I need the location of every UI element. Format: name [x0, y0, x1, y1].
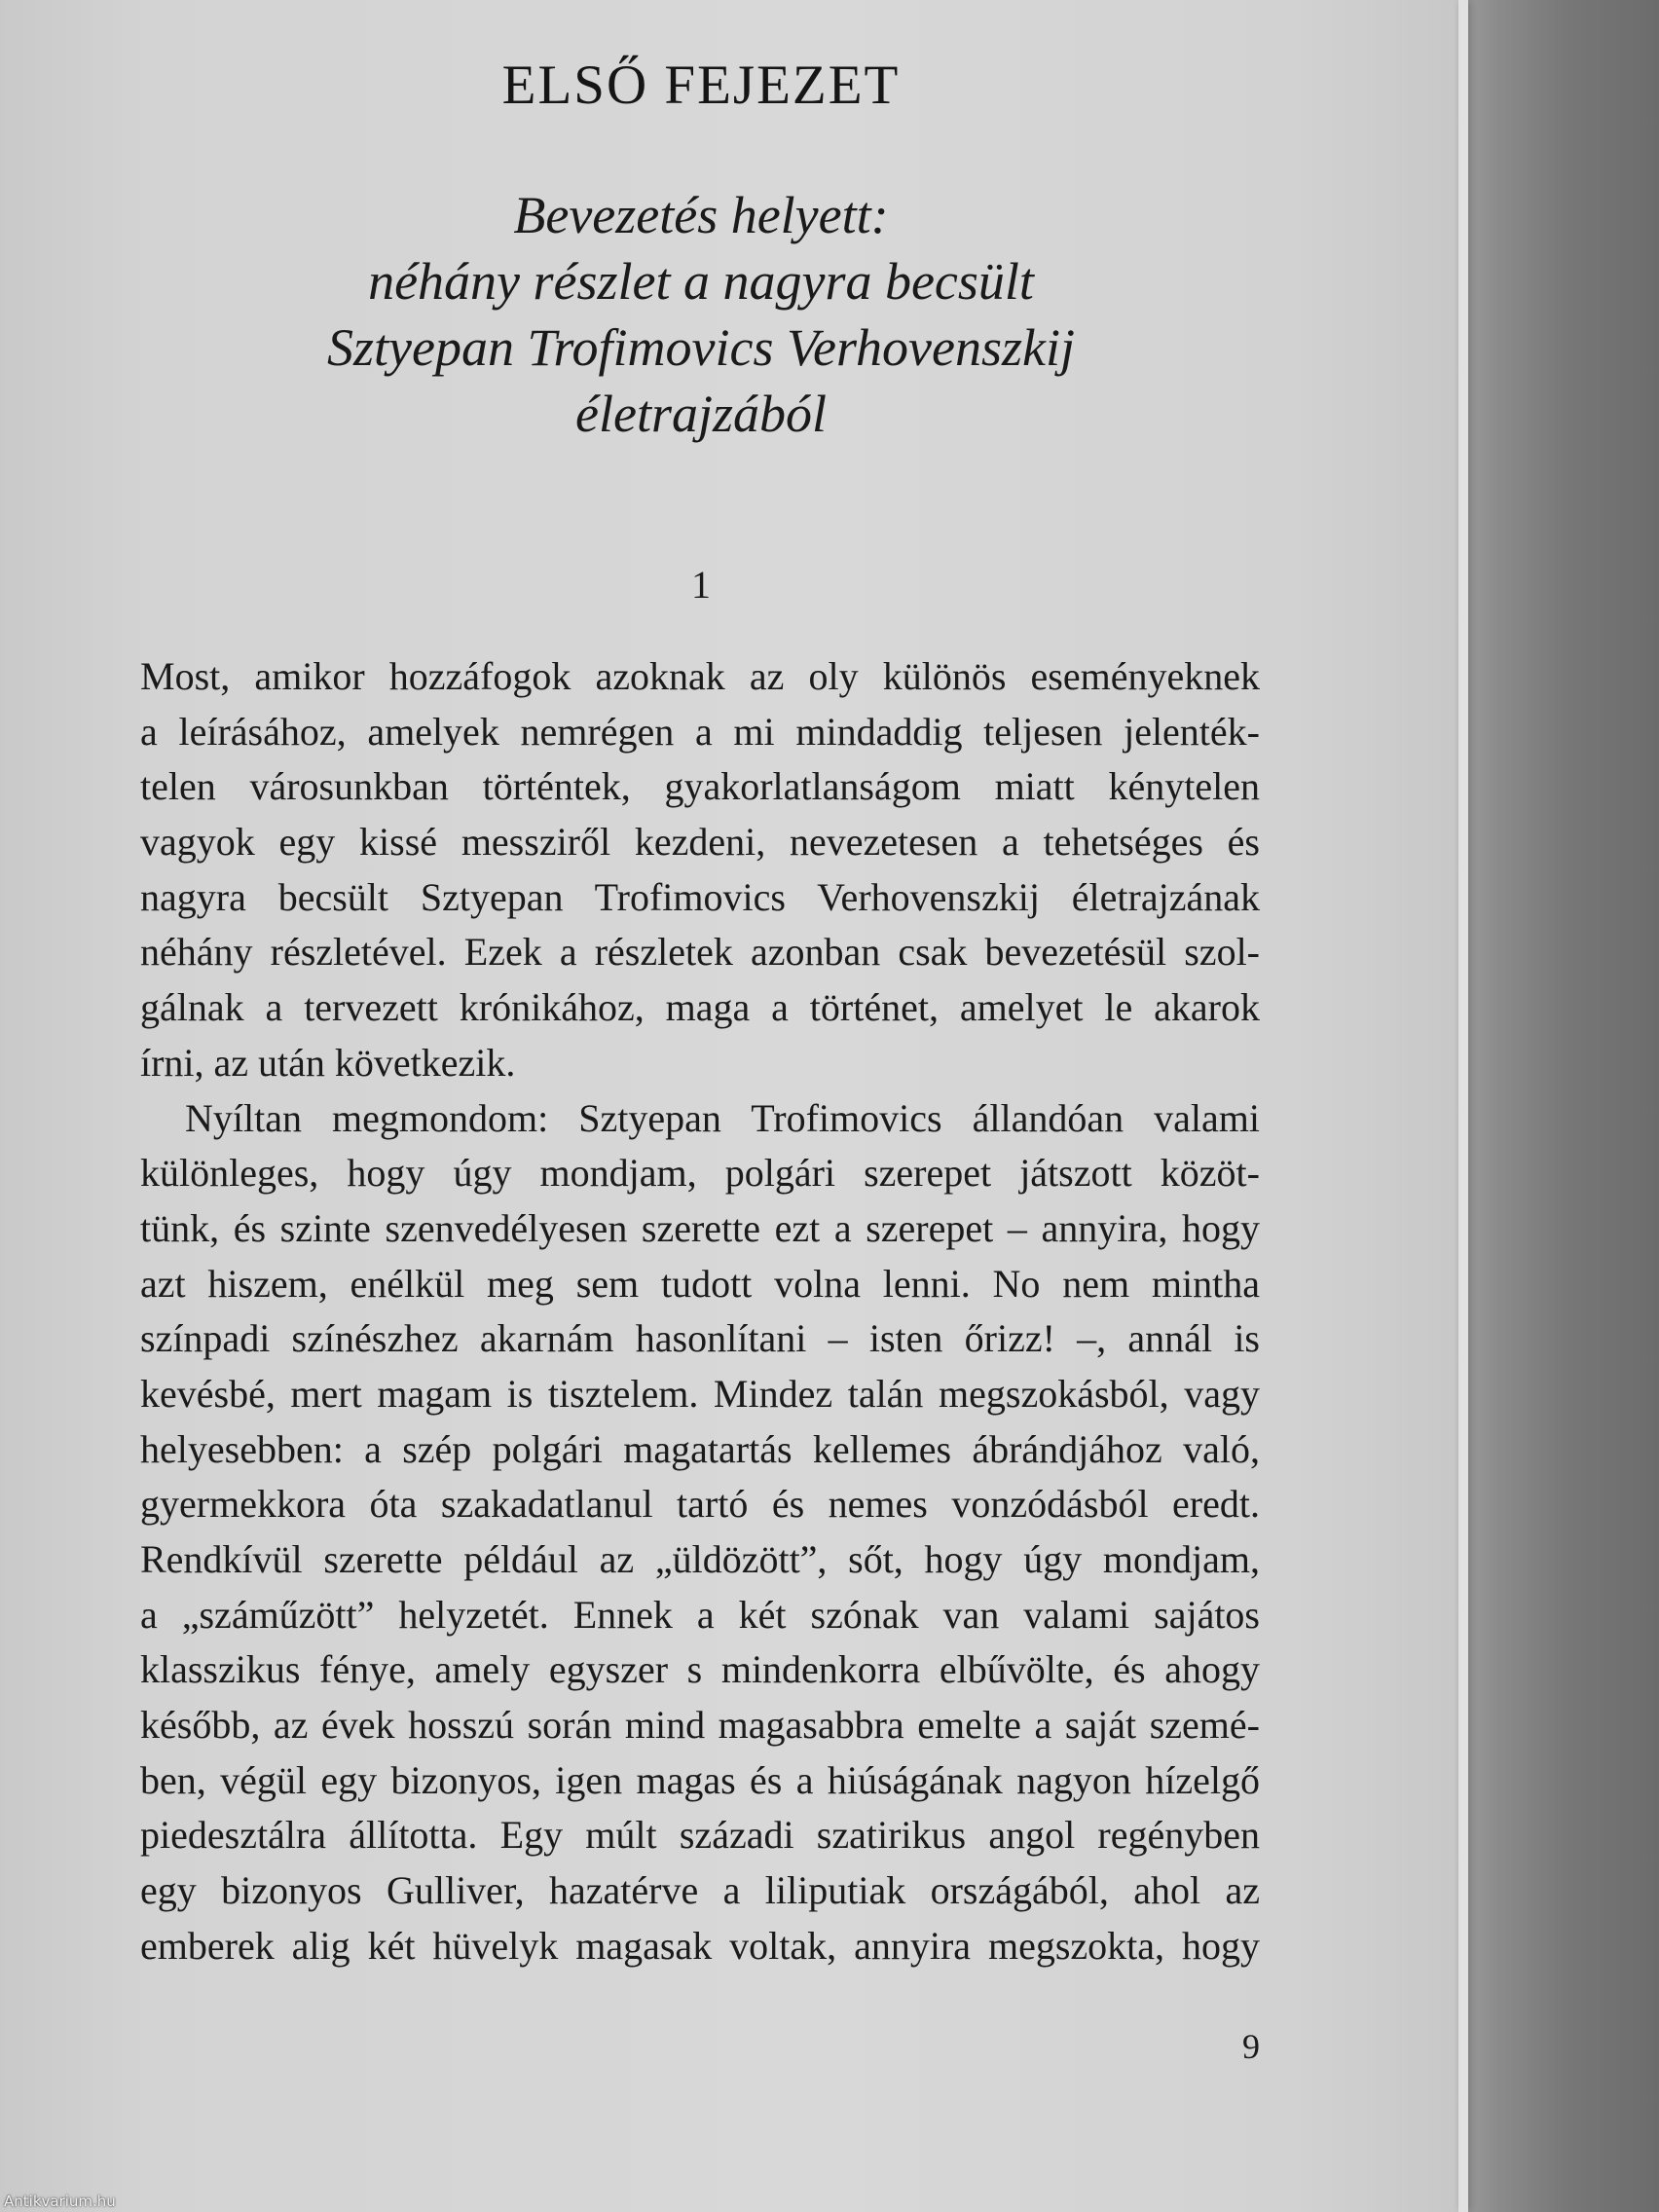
text-line: nagyra becsült Sztyepan Trofimovics Verhovenszkij életrajzának — [140, 874, 1260, 919]
text-line: írni, az után következik. — [140, 1040, 516, 1085]
text-line: a „száműzött” helyzetét. Ennek a két szónak van valami sajátos — [140, 1592, 1260, 1637]
paragraph-2 — [140, 1091, 1260, 1974]
page-number: 9 — [1242, 2027, 1260, 2066]
subtitle-line: Sztyepan Trofimovics Verhovenszkij — [327, 318, 1075, 377]
watermark: Antikvarium.hu — [4, 2193, 116, 2210]
chapter-subtitle — [0, 182, 1402, 447]
text-line: gálnak a tervezett krónikához, maga a történet, amelyet le akarok — [140, 985, 1260, 1030]
text-line: ben, végül egy bizonyos, igen magas és a hiúságának nagyon hízelgő — [140, 1757, 1260, 1802]
text-line: a leírásához, amelyek nemrégen a mi mindaddig teljesen jelenték- — [140, 709, 1260, 754]
text-line: Nyíltan megmondom: Sztyepan Trofimovics állandóan valami — [185, 1095, 1260, 1140]
text-line: piedesztálra állította. Egy múlt századi szatirikus angol regényben — [140, 1813, 1260, 1858]
text-line: különleges, hogy úgy mondjam, polgári szerepet játszott közöt- — [140, 1151, 1260, 1196]
text-line: klasszikus fénye, amely egyszer s mindenkorra elbűvölte, és ahogy — [140, 1647, 1260, 1692]
text-line: gyermekkora óta szakadatlanul tartó és nemes vonzódásból eredt. — [140, 1482, 1260, 1527]
body-text — [140, 649, 1260, 1974]
text-line: színpadi színészhez akarnám hasonlítani – isten őrizz! –, annál is — [140, 1316, 1260, 1361]
text-line: Rendkívül szerette például az „üldözött”, sőt, hogy úgy mondjam, — [140, 1537, 1260, 1581]
text-line: egy bizonyos Gulliver, hazatérve a liliputiak országából, ahol az — [140, 1868, 1260, 1913]
text-line: azt hiszem, enélkül meg sem tudott volna lenni. No nem mintha — [140, 1261, 1260, 1306]
subtitle-line: életrajzából — [575, 385, 827, 443]
chapter-title: ELSŐ FEJEZET — [501, 55, 901, 116]
section-number: 1 — [691, 563, 711, 607]
paragraph-1 — [140, 649, 1260, 1091]
background-surface — [1458, 0, 1659, 2212]
text-line: néhány részletével. Ezek a részletek azonban csak bevezetésül szol- — [140, 930, 1260, 975]
text-line: helyesebben: a szép polgári magatartás kellemes ábrándjához való, — [140, 1426, 1260, 1471]
text-line: tünk, és szinte szenvedélyesen szerette ezt a szerepet – annyira, hogy — [140, 1205, 1260, 1250]
text-line: Most, amikor hozzáfogok azoknak az oly különös eseményeknek — [140, 654, 1260, 698]
subtitle-line: Bevezetés helyett: — [513, 186, 889, 244]
text-line: telen városunkban történtek, gyakorlatlanságom miatt kénytelen — [140, 764, 1260, 809]
text-line: később, az évek hosszú során mind magasabbra emelte a saját szemé- — [140, 1703, 1260, 1748]
text-line: emberek alig két hüvelyk magasak voltak, annyira megszokta, hogy — [140, 1923, 1260, 1968]
text-line: vagyok egy kissé messziről kezdeni, nevezetesen a tehetséges és — [140, 820, 1260, 865]
subtitle-line: néhány részlet a nagyra becsült — [368, 252, 1034, 311]
text-line: kevésbé, mert magam is tisztelem. Mindez talán megszokásból, vagy — [140, 1371, 1260, 1416]
page-edge — [1458, 0, 1468, 2212]
